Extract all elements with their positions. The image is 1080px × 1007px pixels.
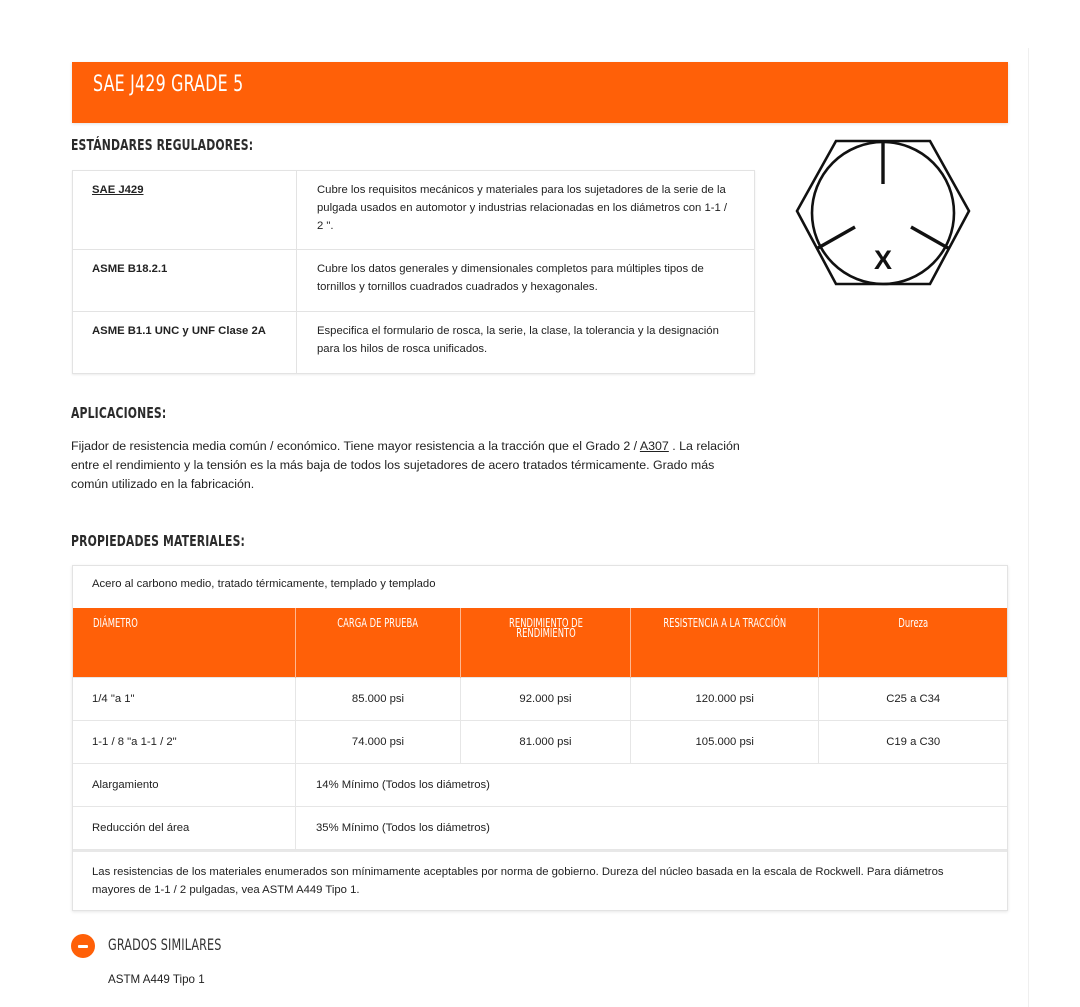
material-caption: Acero al carbono medio, tratado térmicamente, templado y templado: [92, 578, 436, 590]
table-row: [73, 678, 1007, 721]
standard-description: Cubre los datos generales y dimensionales completos para múltiples tipos de tornillos y tornillos cuadrados cuadrados y hexagonales.: [297, 250, 755, 312]
diameter-cell: 1/4 "a 1": [73, 678, 296, 721]
similar-grade-item: ASTM A449 Tipo 1: [108, 973, 205, 986]
standard-name: ASME B1.1 UNC y UNF Clase 2A: [73, 312, 297, 374]
area-reduction-value: 35% Mínimo (Todos los diámetros): [296, 807, 1008, 850]
manufacturer-mark-label: X: [873, 245, 893, 275]
column-header-proof-load: CARGA DE PRUEBA: [296, 608, 461, 678]
proof-load-cell: 74.000 psi: [296, 721, 461, 764]
tensile-strength-cell: 120.000 psi: [631, 678, 819, 721]
table-header-row: [73, 608, 1007, 678]
hardness-cell: C19 a C30: [819, 721, 1007, 764]
table-row: [73, 250, 755, 312]
table-row: [73, 807, 1007, 850]
hex-bolt-head-grade-marking-icon: [795, 138, 971, 290]
elongation-label: Alargamiento: [73, 764, 296, 807]
hardness-cell: C25 a C34: [819, 678, 1007, 721]
materials-heading: PROPIEDADES MATERIALES:: [71, 532, 246, 550]
column-header-yield-strength: RENDIMIENTO DE RENDIMIENTO: [461, 608, 631, 678]
column-header-hardness: Dureza: [819, 608, 1007, 678]
a307-link[interactable]: A307: [639, 439, 669, 453]
standard-description: Cubre los requisitos mecánicos y materiales para los sujetadores de la serie de la pulgada usados en automotor y industrias relacionadas en los diámetros con 1-1 / 2 ".: [297, 171, 755, 250]
radial-mark-right: [911, 227, 948, 248]
column-header-diameter: DIÁMETRO: [73, 608, 296, 678]
radial-mark-left: [818, 227, 855, 248]
applications-heading: APLICACIONES:: [71, 404, 167, 422]
page-header: [72, 62, 1008, 123]
standard-name: ASME B18.2.1: [73, 250, 297, 312]
table-row: [73, 721, 1007, 764]
area-reduction-label: Reducción del área: [73, 807, 296, 850]
page-divider: [1028, 48, 1029, 1007]
collapse-minus-icon[interactable]: [71, 934, 95, 958]
proof-load-cell: 85.000 psi: [296, 678, 461, 721]
applications-text: Fijador de resistencia media común / económico. Tiene mayor resistencia a la tracción que el Grado 2 / A307 . La relación entre el rendimiento y la tensión es la más baja de todos los sujetadores de acero tratados térmicamente. Grado más común utilizado en la fabricación.: [71, 439, 740, 491]
standard-description: Especifica el formulario de rosca, la serie, la clase, la tolerancia y la designación para los hilos de rosca unificados.: [297, 312, 755, 374]
standards-heading: ESTÁNDARES REGULADORES:: [71, 136, 254, 154]
standard-link-sae-j429[interactable]: SAE J429: [92, 184, 144, 196]
yield-strength-cell: 81.000 psi: [461, 721, 631, 764]
material-note: Las resistencias de los materiales enumerados son mínimamente aceptables por norma de gobierno. Dureza del núcleo basada en la escala de Rockwell. Para diámetros mayores de 1-1 / 2 pulgadas, vea ASTM A449 Tipo 1.: [73, 850, 1007, 910]
diameter-cell: 1-1 / 8 "a 1-1 / 2": [73, 721, 296, 764]
material-properties-panel: [72, 565, 1008, 911]
column-header-tensile-strength: RESISTENCIA A LA TRACCIÓN: [631, 608, 819, 678]
page-title: SAE J429 GRADE 5: [93, 72, 244, 97]
tensile-strength-cell: 105.000 psi: [631, 721, 819, 764]
elongation-value: 14% Mínimo (Todos los diámetros): [296, 764, 1008, 807]
standards-table: [72, 170, 755, 374]
table-row: [73, 312, 755, 374]
material-properties-table: [73, 608, 1007, 850]
yield-strength-cell: 92.000 psi: [461, 678, 631, 721]
table-row: [73, 764, 1007, 807]
similar-grades-heading[interactable]: GRADOS SIMILARES: [108, 935, 222, 954]
table-row: [73, 171, 755, 250]
